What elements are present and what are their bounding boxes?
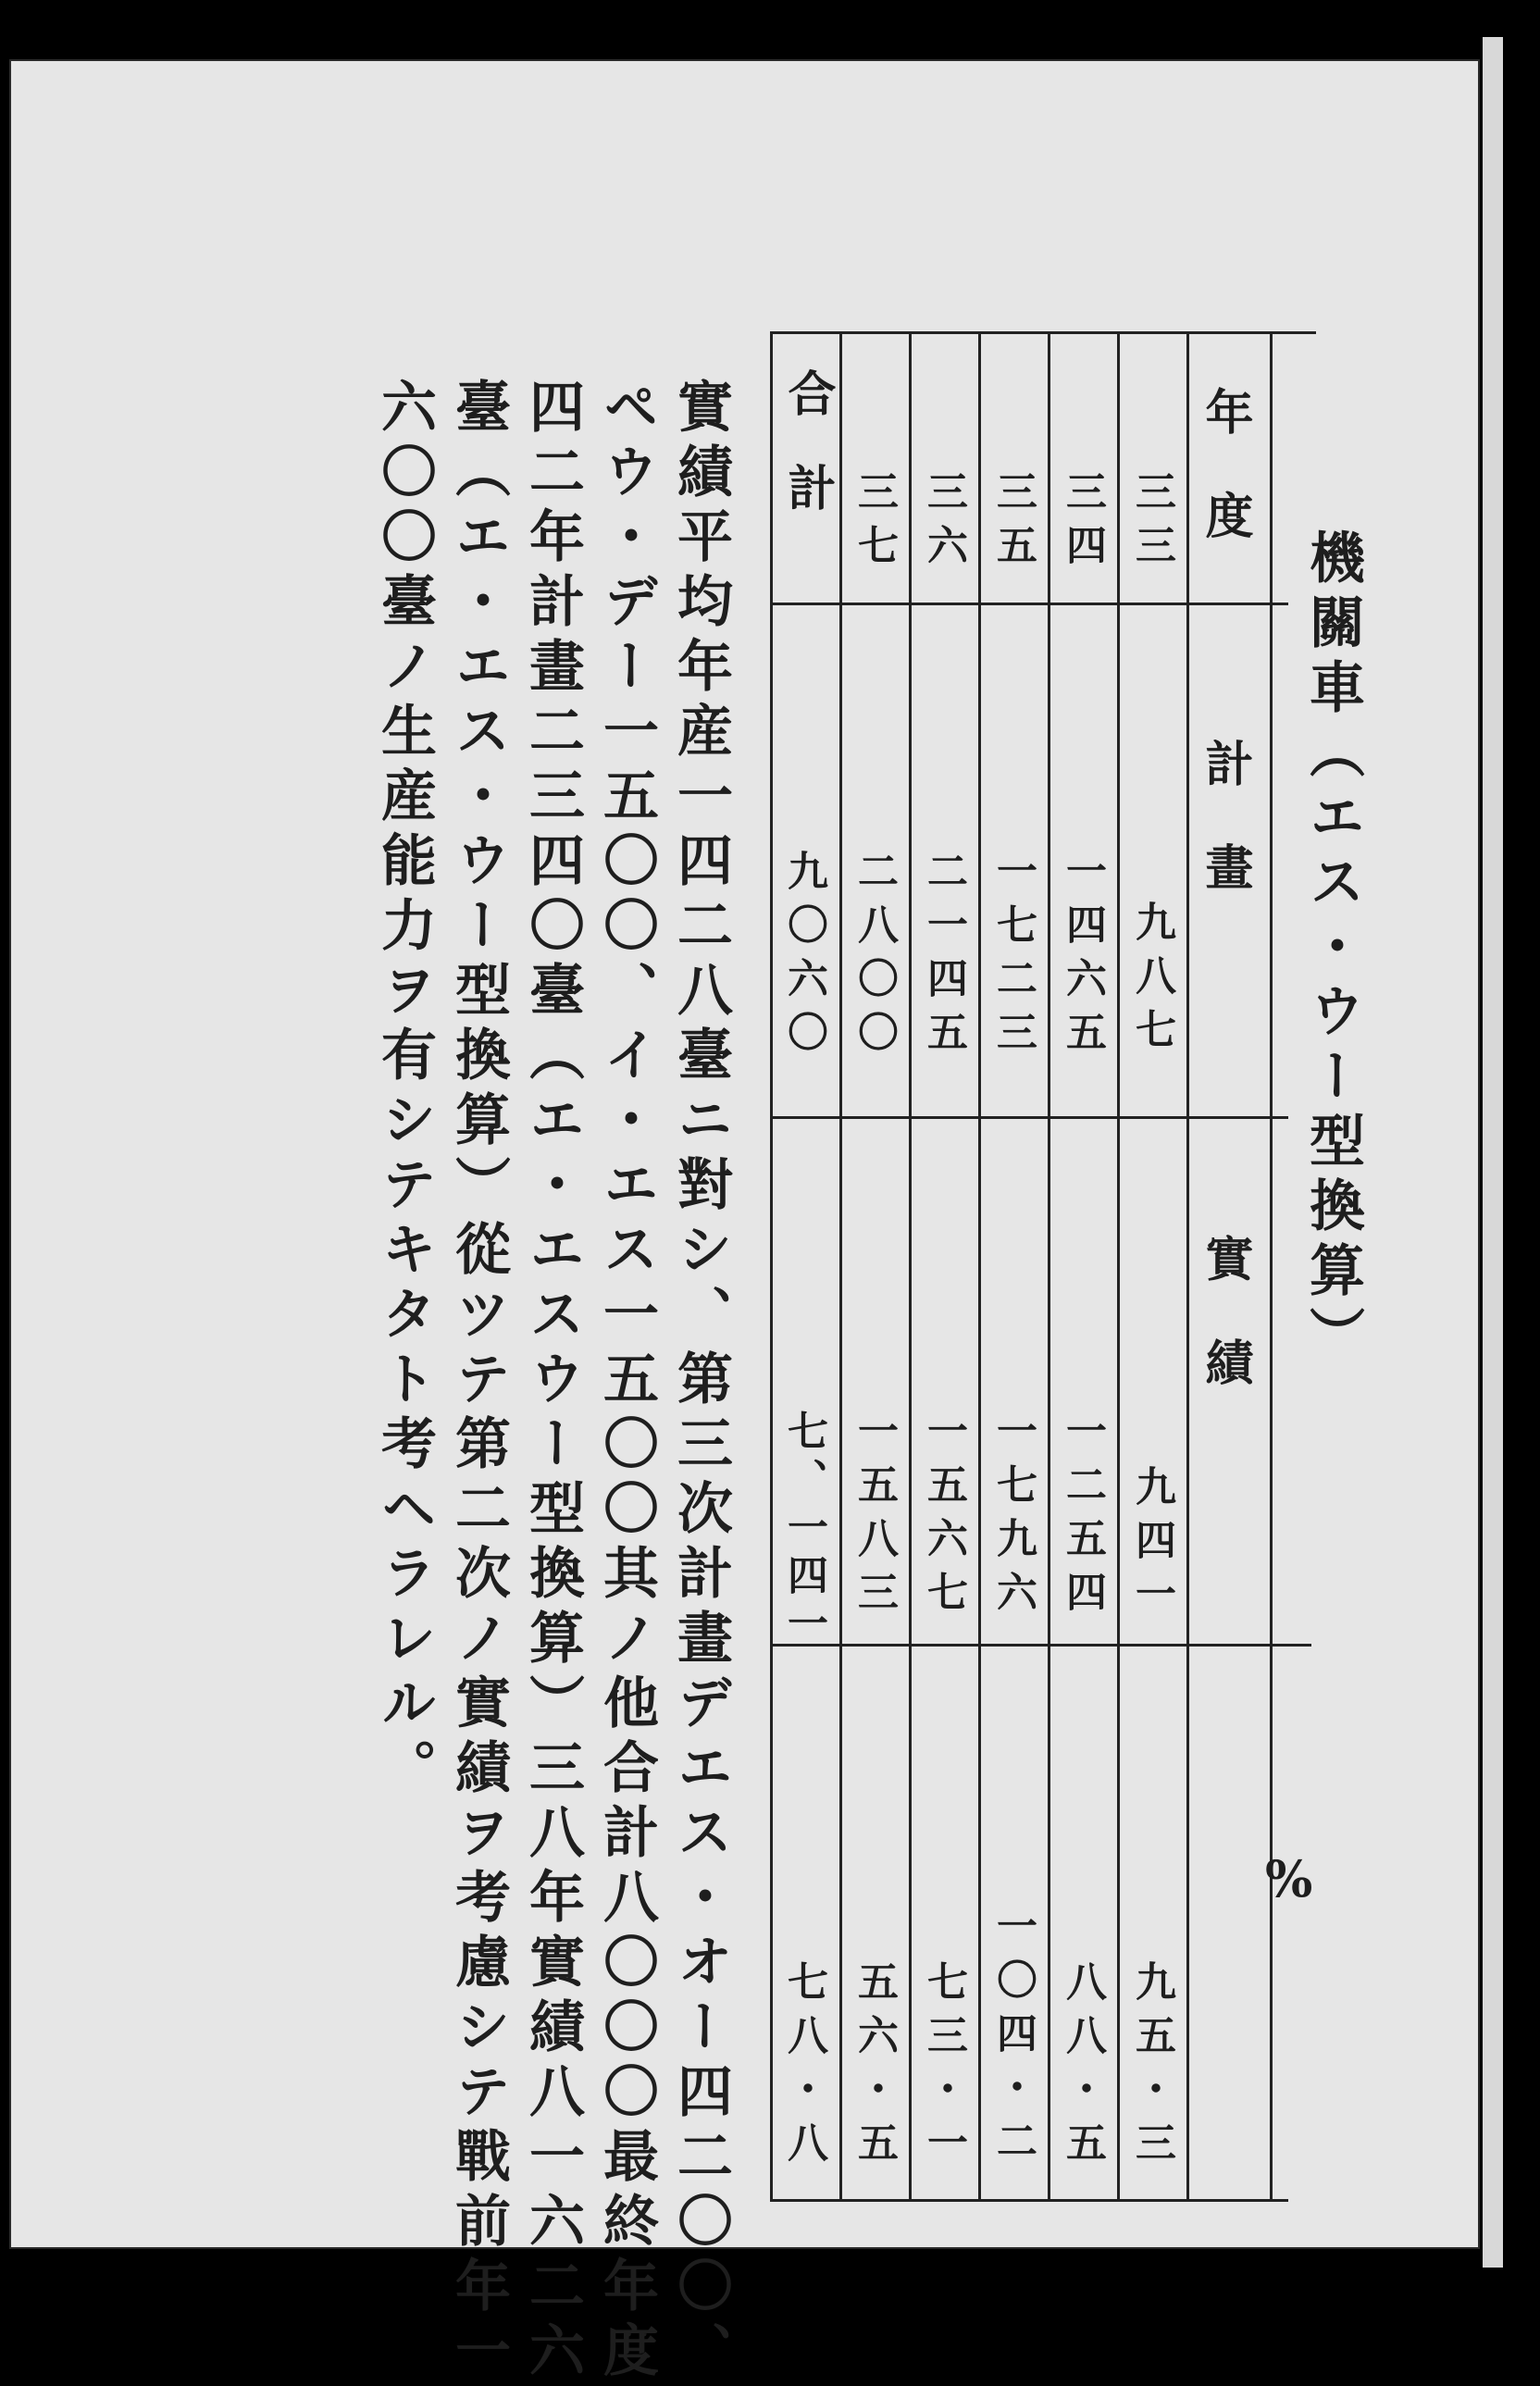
paragraph-line: ペウ・デー一五〇〇、イ・エス一五〇〇其ノ他合計八〇〇〇最終年度 — [594, 378, 659, 2386]
total-actual: 七、一四一 — [780, 1410, 827, 1650]
row-percent: 九五・三 — [1128, 1960, 1175, 2175]
production-table — [770, 331, 1316, 2201]
paragraph-line: 實績平均年産一四二八臺ニ對シ、第三次計畫デエス・オー四二〇〇、 — [668, 378, 733, 2386]
row-actual: 一七九六 — [989, 1410, 1037, 1624]
col-rule-2 — [909, 331, 912, 2201]
header-plan: 計畫 — [1197, 739, 1253, 946]
row-year: 三四 — [1059, 470, 1106, 578]
row-year: 三七 — [851, 470, 898, 578]
paragraph-line: 臺（エ・エス・ウー型換算）從ツテ第二次ノ實績ヲ考慮シテ戰前年一 — [446, 378, 511, 2386]
row-plan: 一四六五 — [1059, 850, 1106, 1064]
row-percent: 五六・五 — [851, 1960, 898, 2175]
page-edge — [1483, 37, 1503, 2268]
row-actual: 一五八三 — [851, 1410, 898, 1624]
header-year: 年度 — [1197, 387, 1253, 594]
paragraph-line: 四二年計畫二三四〇臺（エ・エスウー型換算）三八年實績八一六二六 — [520, 378, 585, 2386]
row-percent: 一〇四・二 — [989, 1905, 1037, 2173]
table-top-rule — [770, 331, 1316, 334]
header-rule — [770, 603, 1288, 605]
total-plan: 九〇六〇 — [780, 850, 827, 1064]
actual-rule — [770, 1644, 1311, 1647]
row-plan: 二一四五 — [920, 850, 967, 1064]
row-year: 三三 — [1128, 470, 1175, 578]
row-percent: 七三・一 — [920, 1960, 967, 2175]
row-actual: 九四一 — [1128, 1465, 1175, 1626]
col-rule-6 — [1186, 331, 1189, 2201]
row-year: 三六 — [920, 470, 967, 578]
row-plan: 九八七 — [1128, 901, 1175, 1062]
col-rule-5 — [1117, 331, 1120, 2201]
paragraph-line: 六〇〇臺ノ生産能力ヲ有シテキタト考ヘラレル。 — [372, 378, 437, 1803]
table-left-rule — [770, 331, 773, 2201]
col-rule-1 — [839, 331, 842, 2201]
table-right-rule — [1270, 331, 1273, 2201]
row-year: 三五 — [989, 470, 1037, 578]
col-rule-3 — [978, 331, 981, 2201]
row-plan: 二八〇〇 — [851, 850, 898, 1064]
row-plan: 一七二三 — [989, 850, 1037, 1064]
table-title: 機關車（エス・ウー型換算） — [1300, 528, 1365, 1371]
total-label: 合計 — [779, 368, 836, 557]
document-page — [9, 59, 1480, 2386]
total-percent: 七八・八 — [780, 1960, 827, 2175]
header-actual: 實績 — [1197, 1234, 1253, 1441]
header-percent: % — [1265, 1849, 1313, 1908]
row-actual: 一五六七 — [920, 1410, 967, 1624]
col-rule-4 — [1048, 331, 1050, 2201]
row-actual: 一二五四 — [1059, 1410, 1106, 1624]
row-percent: 八八・五 — [1059, 1960, 1106, 2175]
plan-rule — [770, 1116, 1288, 1119]
table-bottom-rule — [770, 2199, 1288, 2202]
